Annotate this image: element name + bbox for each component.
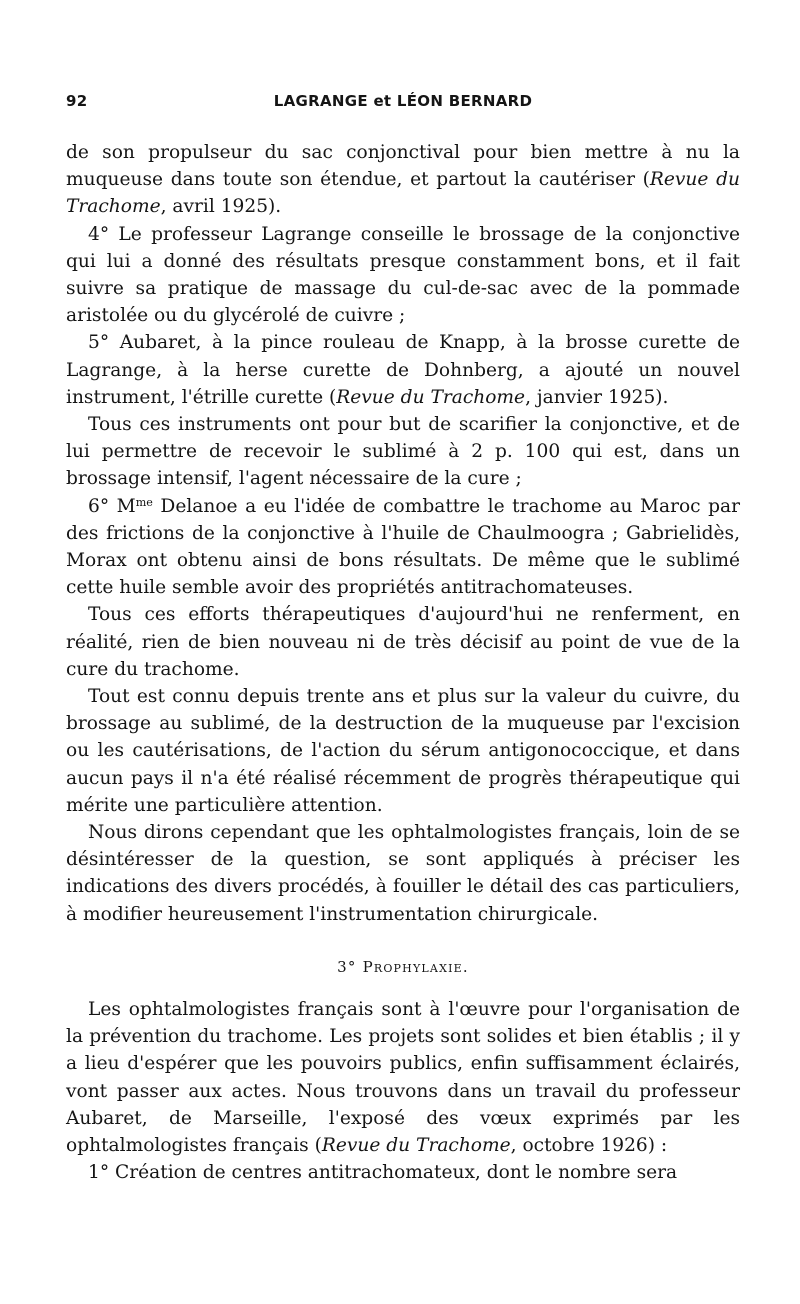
journal-reference: Revue du Trachome [66, 169, 740, 218]
superscript-me: me [135, 495, 153, 509]
section-heading: 3° Prophylaxie. [337, 958, 469, 976]
running-head [66, 92, 740, 116]
paragraph-known [66, 683, 740, 819]
reference-date: , avril 1925). [160, 196, 282, 218]
paragraph-item-5 [66, 329, 740, 411]
paragraph-item-6 [66, 493, 740, 602]
paragraph-text: 5° Aubaret, à la pince rouleau de Knapp, à la brosse curette de Lagrange, à la herse curette de Dohnberg, a ajouté un nouvel instrument, l'étrille curette ( [66, 332, 740, 408]
paragraph-efforts [66, 601, 740, 683]
paragraph-text: Delanoe a eu l'idée de combattre le trachome au Maroc par des frictions de la conjonctive à l'huile de Chaulmoogra ; Gabrielidès, Morax ont obtenu ainsi de bons résultats. De même que le sublimé cette huile semble avoir des propriétés antitrachomateuses. [66, 495, 740, 599]
body-text-upper [66, 139, 740, 928]
paragraph-lead: 6° M [88, 495, 136, 517]
paragraph-text: 1° Création de centres antitrachomateux, dont le nombre sera [88, 1162, 678, 1184]
paragraph-text: de son propulseur du sac conjonctival pour bien mettre à nu la muqueuse dans toute son étendue, et partout la cautériser ( [66, 142, 740, 191]
paragraph-text: Tous ces instruments ont pour but de scarifier la conjonctive, et de lui permettre de recevoir le sublimé à 2 p. 100 qui est, dans un brossage intensif, l'agent nécessaire de la cure ; [66, 414, 740, 490]
paragraph-item-4 [66, 221, 740, 330]
paragraph-nous-dirons [66, 819, 740, 928]
reference-date: , octobre 1926) : [510, 1135, 668, 1157]
paragraph-instruments [66, 411, 740, 493]
paragraph-text: Les ophtalmologistes français sont à l'œuvre pour l'organisation de la prévention du trachome. Les projets sont solides et bien établis ; il y a lieu d'espérer que les pouvoirs publics, enfin suffisamment éclairés, vont passer aux actes. Nous trouvons dans un travail du professeur Aubaret, de Marseille, l'exposé des vœux exprimés par les ophtalmologistes français ( [66, 999, 740, 1157]
paragraph-prophylaxie [66, 996, 740, 1159]
paragraph-continuation [66, 139, 740, 221]
paragraph-text: Tous ces efforts thérapeutiques d'aujourd'hui ne renferment, en réalité, rien de bien nouveau ni de très décisif au point de vue de la cure du trachome. [66, 604, 740, 680]
reference-date: , janvier 1925). [525, 386, 669, 408]
paragraph-text: Tout est connu depuis trente ans et plus sur la valeur du cuivre, du brossage au sublimé, de la destruction de la muqueuse par l'excision ou les cautérisations, de l'action du sérum antigonococcique, et dans aucun pays il n'a été réalisé récemment de progrès thérapeutique qui mérite une particulière attention. [66, 686, 740, 816]
journal-reference: Revue du Trachome [336, 386, 526, 408]
paragraph-item-1 [66, 1159, 740, 1186]
running-head-title: LAGRANGE et LÉON BERNARD [273, 92, 533, 110]
page-number: 92 [66, 92, 88, 110]
body-text-lower [66, 996, 740, 1186]
journal-reference: Revue du Trachome [321, 1135, 511, 1157]
paragraph-text: 4° Le professeur Lagrange conseille le brossage de la conjonctive qui lui a donné des résultats presque constamment bons, et il fait suivre sa pratique de massage du cul-de-sac avec de la pommade aristolée ou du glycérolé de cuivre ; [66, 223, 740, 327]
paragraph-text: Nous dirons cependant que les ophtalmologistes français, loin de se désintéresser de la question, se sont appliqués à préciser les indications des divers procédés, à fouiller le détail des cas particuliers, à modifier heureusement l'instrumentation chirurgicale. [66, 822, 740, 925]
